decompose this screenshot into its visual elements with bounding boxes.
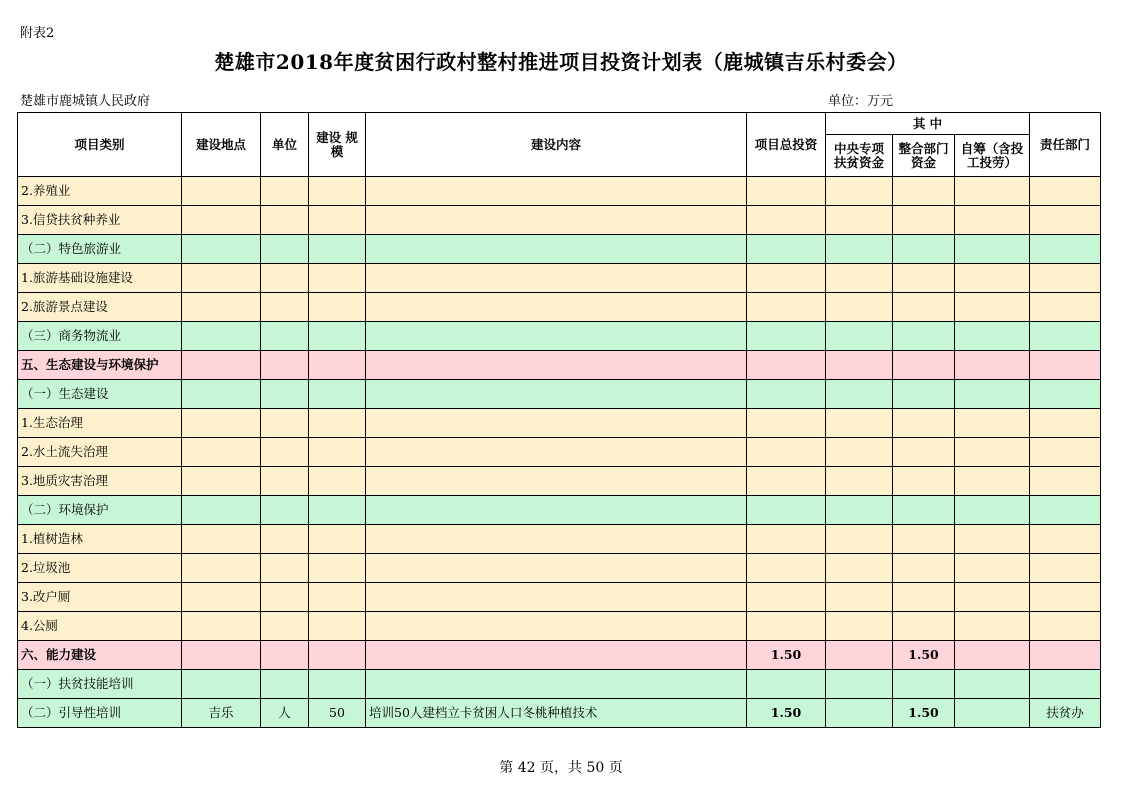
cell-central [826,409,893,438]
cell-name: 1.植树造林 [18,525,182,554]
cell-unit [261,177,309,206]
cell-central [826,612,893,641]
header-category: 项目类别 [18,113,182,177]
cell-self [955,554,1030,583]
cell-unit [261,554,309,583]
cell-location [182,235,261,264]
cell-scale [309,409,366,438]
cell-content [366,670,747,699]
cell-content [366,264,747,293]
cell-scale [309,583,366,612]
cell-name: 4.公厕 [18,612,182,641]
cell-total [747,177,826,206]
page-number: 第 42 页，共 50 页 [499,760,623,776]
cell-total [747,380,826,409]
cell-dept [1030,438,1101,467]
table-row [18,322,1101,351]
cell-content [366,496,747,525]
table-row [18,380,1101,409]
cell-location [182,496,261,525]
header-integrated: 整合部门资金 [893,135,955,177]
page-title: 楚雄市2018年度贫困行政村整村推进项目投资计划表（鹿城镇吉乐村委会） [214,50,908,74]
cell-total [747,496,826,525]
unit-label: 单位：万元 [828,94,894,109]
cell-name: （二）特色旅游业 [18,235,182,264]
cell-integrated: 1.50 [893,641,955,670]
cell-scale [309,641,366,670]
table-body [18,177,1101,728]
cell-unit [261,206,309,235]
cell-content [366,235,747,264]
cell-dept [1030,409,1101,438]
cell-integrated [893,467,955,496]
cell-integrated [893,206,955,235]
cell-self [955,351,1030,380]
header-self: 自筹（含投工投劳） [955,135,1030,177]
cell-location [182,380,261,409]
cell-self [955,612,1030,641]
cell-dept [1030,583,1101,612]
cell-central [826,322,893,351]
cell-self [955,525,1030,554]
cell-location [182,554,261,583]
cell-scale [309,467,366,496]
cell-scale [309,177,366,206]
table-row [18,525,1101,554]
header-central: 中央专项扶贫资金 [826,135,893,177]
cell-central [826,438,893,467]
cell-scale [309,380,366,409]
cell-content [366,380,747,409]
cell-unit [261,583,309,612]
cell-name: 2.水土流失治理 [18,438,182,467]
cell-content [366,641,747,670]
cell-unit [261,351,309,380]
cell-total [747,525,826,554]
cell-unit [261,496,309,525]
cell-name: 五、生态建设与环境保护 [18,351,182,380]
header-among: 其 中 [826,113,1030,135]
table-row [18,670,1101,699]
cell-content: 培训50人建档立卡贫困人口冬桃种植技术 [366,699,747,728]
cell-unit [261,438,309,467]
cell-unit [261,380,309,409]
table-row [18,264,1101,293]
cell-scale [309,351,366,380]
cell-location [182,409,261,438]
cell-name: （一）扶贫技能培训 [18,670,182,699]
organization-label: 楚雄市鹿城镇人民政府 [20,94,151,109]
cell-content [366,409,747,438]
cell-content [366,206,747,235]
cell-unit [261,525,309,554]
cell-self [955,177,1030,206]
cell-dept [1030,525,1101,554]
table-row [18,235,1101,264]
cell-dept [1030,264,1101,293]
cell-integrated [893,380,955,409]
cell-unit [261,409,309,438]
cell-unit [261,322,309,351]
cell-scale [309,438,366,467]
cell-total [747,206,826,235]
cell-content [366,554,747,583]
cell-content [366,293,747,322]
cell-name: （二）引导性培训 [18,699,182,728]
cell-central [826,293,893,322]
cell-integrated [893,612,955,641]
cell-total [747,235,826,264]
cell-dept [1030,235,1101,264]
cell-central [826,351,893,380]
table-row [18,496,1101,525]
cell-dept [1030,351,1101,380]
cell-self [955,322,1030,351]
cell-central [826,670,893,699]
cell-content [366,583,747,612]
cell-central [826,699,893,728]
cell-central [826,235,893,264]
cell-self [955,641,1030,670]
cell-total [747,554,826,583]
cell-location [182,670,261,699]
cell-unit [261,235,309,264]
cell-central [826,525,893,554]
cell-location: 吉乐 [182,699,261,728]
cell-integrated [893,496,955,525]
cell-integrated [893,235,955,264]
annex-label: 附表2 [20,26,55,41]
cell-central [826,641,893,670]
cell-total [747,438,826,467]
cell-integrated [893,177,955,206]
cell-unit: 人 [261,699,309,728]
cell-name: （一）生态建设 [18,380,182,409]
cell-total [747,467,826,496]
cell-self [955,496,1030,525]
header-content: 建设内容 [366,113,747,177]
cell-scale [309,554,366,583]
cell-central [826,554,893,583]
cell-dept [1030,380,1101,409]
cell-integrated [893,322,955,351]
cell-self [955,699,1030,728]
cell-unit [261,641,309,670]
cell-scale [309,264,366,293]
table-row [18,409,1101,438]
cell-total [747,409,826,438]
cell-dept: 扶贫办 [1030,699,1101,728]
cell-location [182,264,261,293]
cell-name: 3.信贷扶贫种养业 [18,206,182,235]
cell-integrated [893,409,955,438]
cell-name: 2.垃圾池 [18,554,182,583]
cell-integrated [893,293,955,322]
cell-location [182,438,261,467]
cell-dept [1030,641,1101,670]
table-row [18,206,1101,235]
cell-central [826,467,893,496]
cell-self [955,235,1030,264]
cell-integrated [893,583,955,612]
cell-integrated [893,264,955,293]
cell-content [366,438,747,467]
cell-total [747,322,826,351]
cell-scale: 50 [309,699,366,728]
table-row [18,177,1101,206]
cell-scale [309,206,366,235]
cell-integrated [893,438,955,467]
cell-dept [1030,496,1101,525]
cell-integrated [893,554,955,583]
table-row [18,351,1101,380]
cell-self [955,438,1030,467]
cell-content [366,467,747,496]
cell-total [747,612,826,641]
cell-central [826,380,893,409]
cell-content [366,525,747,554]
cell-total: 1.50 [747,641,826,670]
cell-self [955,583,1030,612]
table-row [18,583,1101,612]
cell-total [747,583,826,612]
cell-dept [1030,554,1101,583]
cell-integrated: 1.50 [893,699,955,728]
cell-location [182,583,261,612]
cell-scale [309,525,366,554]
cell-name: （三）商务物流业 [18,322,182,351]
cell-total [747,264,826,293]
cell-dept [1030,322,1101,351]
cell-location [182,467,261,496]
cell-scale [309,322,366,351]
cell-self [955,409,1030,438]
cell-content [366,177,747,206]
cell-location [182,293,261,322]
header-location: 建设地点 [182,113,261,177]
cell-dept [1030,177,1101,206]
cell-name: 2.旅游景点建设 [18,293,182,322]
cell-content [366,322,747,351]
cell-self [955,670,1030,699]
cell-name: 3.地质灾害治理 [18,467,182,496]
cell-name: 六、能力建设 [18,641,182,670]
cell-scale [309,235,366,264]
cell-self [955,467,1030,496]
cell-scale [309,612,366,641]
cell-name: （二）环境保护 [18,496,182,525]
cell-dept [1030,293,1101,322]
cell-content [366,612,747,641]
cell-unit [261,293,309,322]
cell-self [955,380,1030,409]
cell-unit [261,612,309,641]
cell-unit [261,264,309,293]
cell-name: 3.改户厕 [18,583,182,612]
table-row [18,554,1101,583]
cell-central [826,583,893,612]
cell-self [955,293,1030,322]
cell-total [747,351,826,380]
cell-name: 1.生态治理 [18,409,182,438]
cell-central [826,496,893,525]
cell-unit [261,670,309,699]
cell-total [747,670,826,699]
table-row [18,293,1101,322]
header-scale: 建设 规模 [309,113,366,177]
table-row [18,438,1101,467]
cell-location [182,641,261,670]
cell-location [182,351,261,380]
cell-location [182,525,261,554]
cell-total: 1.50 [747,699,826,728]
cell-location [182,206,261,235]
cell-dept [1030,612,1101,641]
cell-central [826,264,893,293]
cell-name: 2.养殖业 [18,177,182,206]
cell-self [955,206,1030,235]
cell-dept [1030,467,1101,496]
cell-integrated [893,525,955,554]
cell-central [826,177,893,206]
cell-location [182,612,261,641]
header-unit: 单位 [261,113,309,177]
table-row [18,612,1101,641]
cell-unit [261,467,309,496]
cell-location [182,322,261,351]
cell-location [182,177,261,206]
cell-integrated [893,351,955,380]
cell-content [366,351,747,380]
cell-self [955,264,1030,293]
header-total: 项目总投资 [747,113,826,177]
table-row [18,467,1101,496]
cell-name: 1.旅游基础设施建设 [18,264,182,293]
investment-plan-table [17,112,1101,728]
table-row [18,699,1101,728]
cell-dept [1030,670,1101,699]
cell-central [826,206,893,235]
cell-integrated [893,670,955,699]
cell-scale [309,293,366,322]
cell-dept [1030,206,1101,235]
header-dept: 责任部门 [1030,113,1101,177]
cell-scale [309,496,366,525]
cell-total [747,293,826,322]
table-row [18,641,1101,670]
cell-scale [309,670,366,699]
